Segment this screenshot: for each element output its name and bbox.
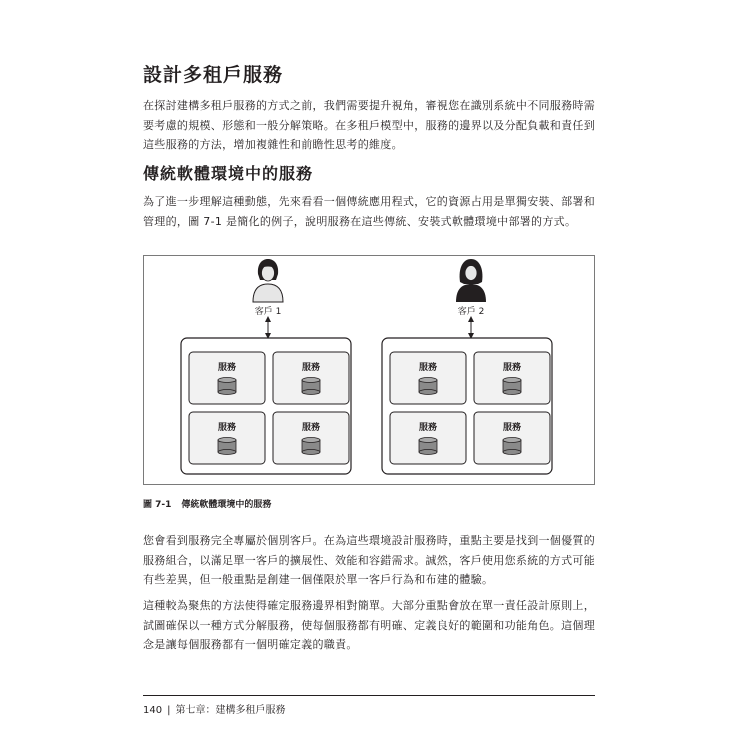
person-light-icon [253, 259, 283, 302]
footer-separator: | [167, 705, 171, 716]
figure-7-1 [143, 255, 595, 485]
person-dark-icon [456, 259, 486, 302]
database-icon [419, 378, 437, 395]
database-icon [503, 378, 521, 395]
body-paragraph-1: 您會看到服務完全專屬於個別客戶。在為這些環境設計服務時，重點主要是找到一個優質的服務組合，以滿足單一客戶的擴展性、效能和容錯需求。誠然，客戶使用您系統的方式可能有些差異，但一般重點是創建一個僅限於單一客戶行為和布建的體驗。 [143, 534, 595, 586]
database-icon [302, 378, 320, 395]
intro-paragraph: 在探討建構多租戶服務的方式之前，我們需要提升視角，審視您在識別系統中不同服務時需要考慮的規模、形態和一般分解策略。在多租戶模型中，服務的邊界以及分配負載和責任到這些服務的方法，增加複雜性和前瞻性思考的維度。 [143, 99, 595, 151]
service-label: 服務 [502, 363, 522, 373]
page-footer [143, 701, 285, 716]
subsection-title: 傳統軟體環境中的服務 [143, 164, 314, 183]
service-box [390, 352, 466, 404]
figure-caption [143, 497, 271, 510]
service-box [390, 412, 466, 464]
tenant-2-label: 客戶 2 [457, 307, 485, 317]
lead-paragraph: 為了進一步理解這種動態，先來看看一個傳統應用程式，它的資源占用是單獨安裝、部署和管理的，圖 7-1 是簡化的例子，說明服務在這些傳統、安裝式軟體環境中部署的方式。 [143, 195, 595, 228]
service-box [189, 412, 265, 464]
service-label: 服務 [502, 423, 522, 433]
body-paragraph-2: 這種較為聚焦的方法使得確定服務邊界相對簡單。大部分重點會放在單一責任設計原則上，試圖確保以一種方式分解服務，使每個服務都有明確、定義良好的範圍和功能角色。這個理念是讓每個服務都有一個明確定義的職責。 [143, 599, 595, 651]
database-icon [218, 378, 236, 395]
service-box [474, 412, 550, 464]
figure-caption-label: 圖 7-1 [143, 500, 172, 510]
database-icon [419, 438, 437, 455]
service-label: 服務 [217, 363, 237, 373]
service-box [474, 352, 550, 404]
service-box [273, 412, 349, 464]
service-label: 服務 [301, 363, 321, 373]
service-label: 服務 [418, 423, 438, 433]
service-label: 服務 [301, 423, 321, 433]
chapter-title: 第七章：建構多租戶服務 [175, 705, 286, 716]
page-number: 140 [143, 705, 163, 716]
database-icon [503, 438, 521, 455]
footer-rule [143, 695, 595, 696]
database-icon [218, 438, 236, 455]
service-box [189, 352, 265, 404]
service-label: 服務 [217, 423, 237, 433]
service-box [273, 352, 349, 404]
section-title: 設計多租戶服務 [143, 64, 284, 86]
tenant-1-label: 客戶 1 [254, 307, 282, 317]
figure-caption-text: 傳統軟體環境中的服務 [181, 500, 272, 510]
service-label: 服務 [418, 363, 438, 373]
database-icon [302, 438, 320, 455]
